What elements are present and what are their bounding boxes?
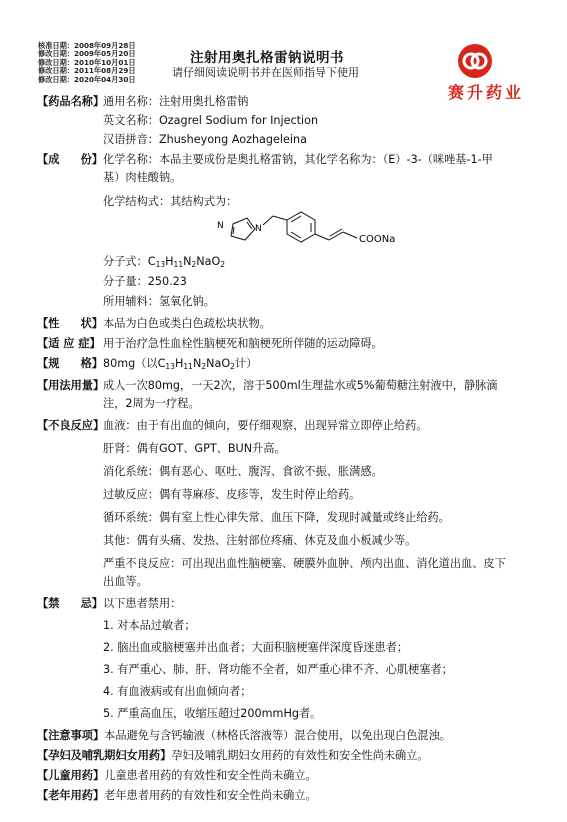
revision-date: 修改日期：2010年10月01日: [38, 57, 136, 67]
section-label: 【孕妇及哺乳期妇女用药】: [37, 749, 172, 762]
section-text: 本品避免与含钙输液（林格氏溶液等）混合使用，以免出现白色混浊。: [104, 729, 451, 742]
section-label: 【儿童用药】: [37, 769, 105, 782]
spec-text: 计）: [234, 357, 258, 370]
section-label: 【药品名称】: [37, 95, 105, 108]
approval-date: 核准日期：2008年09月28日: [38, 41, 136, 50]
spec-text: 80mg（以C: [103, 357, 166, 370]
contraindication-item: 3. 有严重心、肺、肝、肾功能不全者，如严重心律不齐、心肌梗塞者；: [103, 663, 453, 676]
formula-part: H: [165, 255, 174, 268]
adverse-item: 血液：由于有出血的倾向，要仔细观察，出现异常立即停止给药。: [103, 419, 428, 432]
common-name: 通用名称：注射用奥扎格雷钠: [103, 95, 249, 108]
section-label: 【注意事项】: [37, 729, 105, 742]
svg-text:N: N: [217, 221, 224, 231]
chemical-structure: [215, 196, 415, 256]
adverse-item: 消化系统：偶有恶心、呕吐、腹泻、食欲不振、胀满感。: [103, 465, 383, 478]
revision-dates: [38, 42, 136, 84]
revision-date: 修改日期：2011年08月29日: [38, 66, 136, 76]
formula-part: NaO: [196, 255, 221, 268]
formula-sub: 11: [183, 362, 193, 371]
excipients: 所用辅料：氢氧化钠。: [103, 295, 215, 308]
revision-date: 修改日期：2009年05月20日: [38, 49, 136, 59]
section-text: 老年患者用药的有效性和安全性尚未确立。: [104, 789, 317, 802]
formula-sub: 2: [191, 260, 197, 269]
adverse-item: 过敏反应：偶有荨麻疹、皮疹等，发生时停止给药。: [103, 488, 361, 501]
svg-text:N: N: [255, 224, 262, 234]
section-label: 【用法用量】: [37, 379, 105, 392]
section-label: 格】: [80, 357, 103, 370]
section-label: 【老年用药】: [37, 789, 105, 802]
serious-adverse: 严重不良反应：可出现出血性脑梗塞、硬膜外血肿、颅内出血、消化道出血、皮下: [103, 557, 506, 570]
contraindication-item: 4. 有血液病或有出血倾向者；: [103, 685, 252, 698]
section-precautions: [37, 728, 547, 744]
structure-group-label: COONa: [359, 234, 396, 245]
section-elderly: [37, 788, 547, 804]
adverse-item: 肝肾：偶有GOT、GPT、BUN升高。: [103, 442, 286, 455]
section-label: 【性: [37, 317, 60, 330]
contraindication-item: 1. 对本品过敏者；: [103, 619, 196, 632]
section-text-cont: 注，2周为一疗程。: [103, 397, 200, 410]
formula-sub: 2: [230, 362, 235, 371]
section-label: 【成: [37, 153, 60, 166]
formula-sub: 2: [201, 362, 207, 371]
formula-sub: 11: [173, 260, 184, 269]
section-text: 孕妇及哺乳期妇女用药的有效性和安全性尚未确立。: [171, 749, 429, 762]
formula-sub: 13: [165, 362, 175, 371]
section-text: [103, 356, 547, 372]
adverse-item: 循环系统：偶有室上性心律失常、血压下降，发现时减量或终止给药。: [103, 511, 450, 524]
section-text: 成人一次80mg，一天2次，溶于500ml生理盐水或5%葡萄糖注射液中，静脉滴: [103, 379, 498, 392]
section-label: 状】: [80, 317, 103, 330]
chemical-name-cont: 基）肉桂酸钠。: [103, 171, 182, 184]
english-name: 英文名称：Ozagrel Sodium for Injection: [103, 114, 319, 127]
section-label: 忌】: [80, 597, 103, 610]
molecular-formula: [103, 254, 547, 270]
document-subtitle: 请仔细阅读说明书并在医师指导下使用: [172, 66, 359, 79]
formula-part: C: [147, 255, 156, 268]
formula-part: N: [183, 255, 192, 268]
contraindication-item: 2. 脑出血或脑梗塞并出血者；大面积脑梗塞伴深度昏迷患者；: [103, 641, 409, 654]
section-pregnancy: [37, 748, 547, 764]
revision-date: 修改日期：2020年04月30日: [38, 74, 136, 84]
formula-label: 分子式：: [103, 255, 148, 268]
section-text: 以下患者禁用：: [103, 597, 182, 610]
section-label: 【不良反应】: [37, 419, 105, 432]
serious-adverse-cont: 出血等。: [103, 575, 148, 588]
pinyin-name: 汉语拼音：Zhusheyong Aozhageleina: [103, 133, 307, 146]
contraindication-item: 5. 严重高血压，收缩压超过200mmHg者。: [103, 707, 322, 720]
section-label: 【禁: [37, 597, 60, 610]
section-text: 用于治疗急性血栓性脑梗死和脑梗死所伴随的运动障碍。: [103, 337, 383, 350]
document-title: 注射用奥扎格雷钠说明书: [190, 50, 344, 66]
formula-part: N: [192, 357, 202, 370]
formula-part: NaO: [206, 357, 231, 370]
section-label: 【适 应 症】: [37, 337, 101, 350]
formula-sub: 13: [155, 260, 166, 269]
brand-name: 赛升药业: [448, 83, 525, 102]
section-label: 【规: [37, 357, 60, 370]
molecular-weight: 分子量：250.23: [103, 275, 187, 288]
chemical-name: 化学名称：本品主要成份是奥扎格雷钠，其化学名称为：（E）-3-（咪唑基-1-甲: [103, 153, 493, 166]
formula-part: H: [174, 357, 184, 370]
formula-sub: 2: [220, 260, 226, 269]
section-text: 本品为白色或类白色疏松块状物。: [103, 317, 271, 330]
adverse-item: 其他：偶有头痛、发热、注射部位疼痛、休克及血小板减少等。: [103, 534, 417, 547]
section-children: [37, 768, 547, 784]
company-logo-icon: [458, 44, 492, 78]
section-text: 儿童患者用药的有效性和安全性尚未确立。: [104, 769, 317, 782]
section-label: 份】: [80, 153, 103, 166]
structure-label: 化学结构式：其结构式为：: [103, 195, 238, 208]
